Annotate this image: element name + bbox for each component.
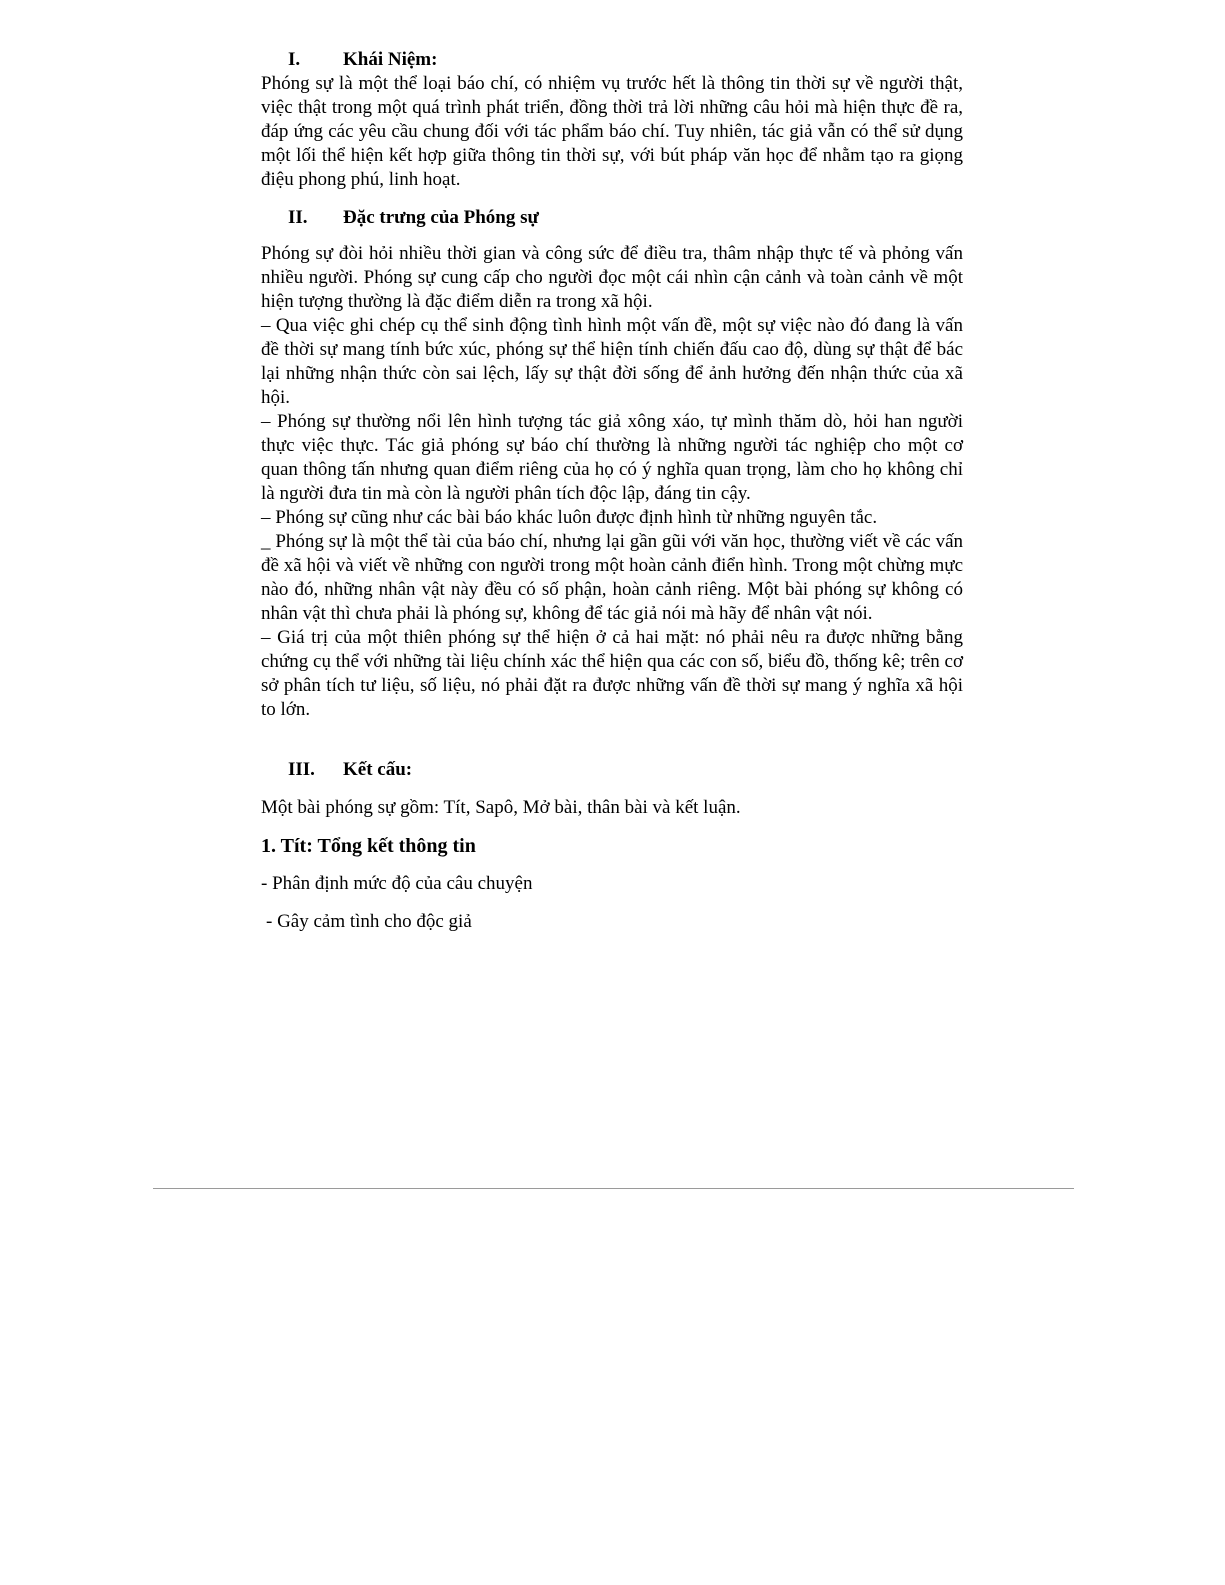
section-number: II. <box>288 207 308 228</box>
section-title: Đặc trưng của Phóng sự <box>343 207 539 228</box>
section-heading-1 <box>288 48 963 72</box>
section-heading-2 <box>288 206 963 230</box>
document-body <box>261 48 963 934</box>
section-title: Khái Niệm: <box>343 49 438 70</box>
bullet-item: - Phân định mức độ của câu chuyện <box>261 873 533 894</box>
paragraph: – Phóng sự cũng như các bài báo khác luôn được định hình từ những nguyên tắc. <box>261 507 878 528</box>
section-title: Kết cấu: <box>343 759 413 780</box>
paragraph: Phóng sự đòi hỏi nhiều thời gian và công sức để điều tra, thâm nhập thực tế và phỏng vấn nhiều người. Phóng sự cung cấp cho người đọc một cái nhìn cận cảnh và toàn cảnh về một hiện tượng thường là đặc điểm diễn ra trong xã hội. <box>261 243 963 312</box>
section-number: I. <box>288 49 301 70</box>
section-heading-3 <box>288 758 963 782</box>
paragraph: Phóng sự là một thể loại báo chí, có nhiệm vụ trước hết là thông tin thời sự về người thật, việc thật trong một quá trình phát triển, đồng thời trả lời những câu hỏi mà hiện thực đề ra, đáp ứng các yêu cầu chung đối với tác phẩm báo chí. Tuy nhiên, tác giả vẫn có thể sử dụng một lối thể hiện kết hợp giữa thông tin thời sự, với bút pháp văn học để nhằm tạo ra giọng điệu phong phú, linh hoạt. <box>261 73 963 190</box>
paragraph: – Phóng sự thường nổi lên hình tượng tác giả xông xáo, tự mình thăm dò, hỏi han người thực việc thực. Tác giả phóng sự báo chí thường là những người tác nghiệp cho một cơ quan thông tấn nhưng quan điểm riêng của họ có ý nghĩa quan trọng, làm cho họ không chỉ là người đưa tin mà còn là người phân tích độc lập, đáng tin cậy. <box>261 411 963 504</box>
subsection-title: 1. Tít: Tổng kết thông tin <box>261 835 476 857</box>
bullet-item: - Gây cảm tình cho độc giả <box>266 911 472 932</box>
page-divider <box>153 1188 1074 1189</box>
paragraph: Một bài phóng sự gồm: Tít, Sapô, Mở bài, thân bài và kết luận. <box>261 797 741 818</box>
paragraph: – Qua việc ghi chép cụ thể sinh động tình hình một vấn đề, một sự việc nào đó đang là vấn đề thời sự mang tính bức xúc, phóng sự thể hiện tính chiến đấu cao độ, dùng sự thật để bác lại những nhận thức còn sai lệch, lấy sự thật đời sống để ảnh hưởng đến nhận thức của xã hội. <box>261 315 963 408</box>
paragraph: _ Phóng sự là một thể tài của báo chí, nhưng lại gần gũi với văn học, thường viết về các vấn đề xã hội và viết về những con người trong một hoàn cảnh điển hình. Trong một chừng mực nào đó, những nhân vật này đều có số phận, hoàn cảnh riêng. Một bài phóng sự không có nhân vật thì chưa phải là phóng sự, không để tác giả nói mà hãy để nhân vật nói. <box>261 531 963 624</box>
paragraph: – Giá trị của một thiên phóng sự thể hiện ở cả hai mặt: nó phải nêu ra được những bằng chứng cụ thể với những tài liệu chính xác thể hiện qua các con số, biểu đồ, thống kê; trên cơ sở phân tích tư liệu, số liệu, nó phải đặt ra được những vấn đề thời sự mang ý nghĩa xã hội to lớn. <box>261 627 963 720</box>
section-number: III. <box>288 759 315 780</box>
